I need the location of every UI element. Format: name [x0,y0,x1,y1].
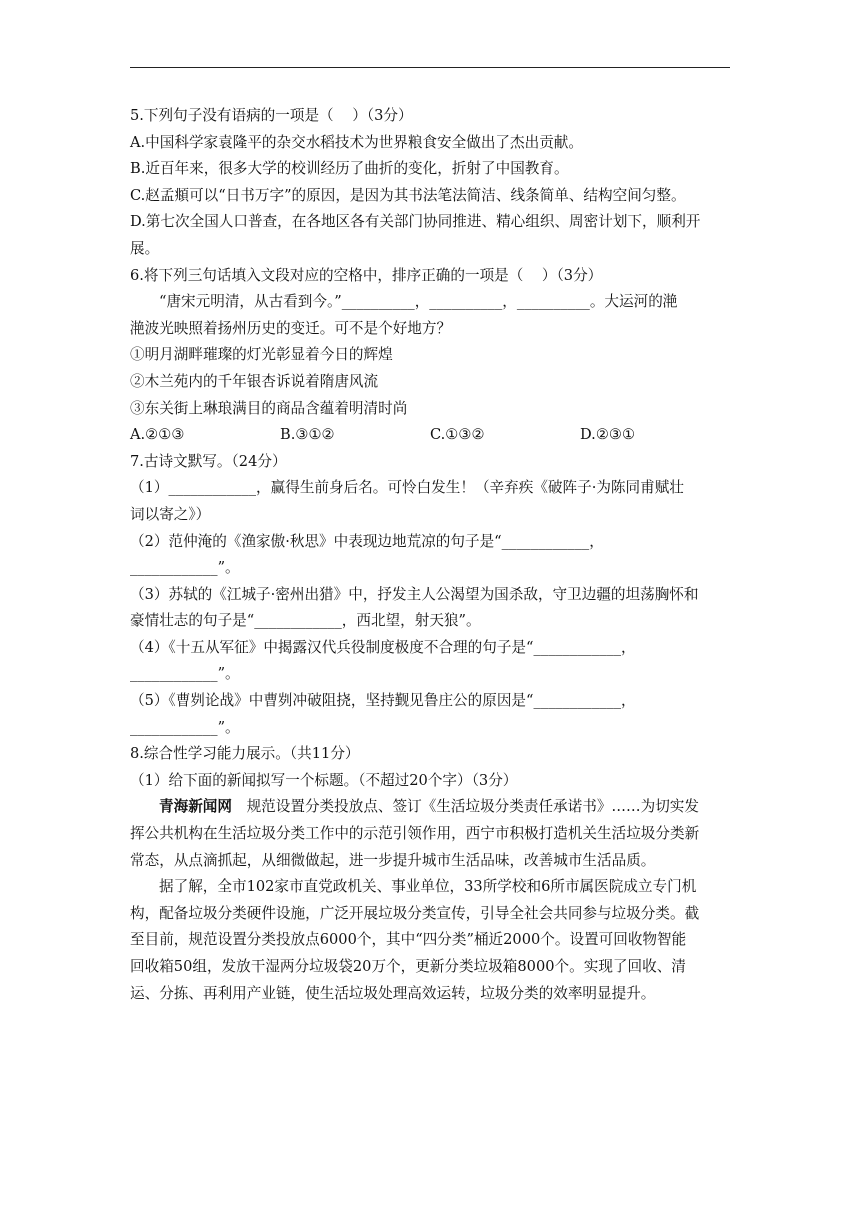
q7-item4-line2: ____________”。 [130,665,240,683]
q5-stem: 5.下列句子没有语病的一项是（ ）（3分） [130,107,413,124]
q7-item3-line1: （3）苏轼的《江城子·密州出猎》中，抒发主人公渴望为国杀敌，守卫边疆的坦荡胸怀和 [130,585,699,603]
q6-sentence-1: ①明月湖畔璀璨的灯光彰显着今日的辉煌 [130,346,393,364]
q6-passage-line1: “唐宋元明清，从古看到今。”__________，__________，__________。大运河的滟 [159,293,678,311]
news-p2-line3: 至目前，规范设置分类投放点6000个，其中“四分类”桶近2000个。设置可回收物智能 [130,931,687,949]
q7-item1-line2: 词以寄之》） [130,505,211,523]
q5-option-a: A.中国科学家袁隆平的杂交水稻技术为世界粮食安全做出了杰出贡献。 [130,133,583,151]
q7-item5-line2: ____________”。 [130,718,240,736]
q5-option-b: B.近百年来，很多大学的校训经历了曲折的变化，折射了中国教育。 [130,160,569,178]
q7-item2-line2: ____________”。 [130,559,240,577]
news-p2-line4: 回收箱50组，发放干湿两分垃圾袋20万个，更新分类垃圾箱8000个。实现了回收、清 [130,958,686,975]
q5-option-d-line1: D.第七次全国人口普查，在各地区各有关部门协同推进、精心组织、周密计划下，顺利开 [130,213,701,231]
news-p1-line2: 挥公共机构在生活垃圾分类工作中的示范引领作用，西宁市积极打造机关生活垃圾分类新 [130,825,700,843]
q6-choices [130,422,730,449]
q6-sentence-2: ②木兰苑内的千年银杏诉说着隋唐风流 [130,372,379,390]
news-p1-line1 [130,794,730,821]
q7-item1-line1: （1）____________，赢得生前身后名。可怜白发生！（辛弃疾《破阵子·为陈同甫赋壮 [130,479,684,497]
news-source: 青海新闻网 [159,798,232,816]
q7-item3-line2: 豪情壮志的句子是“____________，西北望，射天狼”。 [130,612,481,630]
q7-item2-line1: （2）范仲淹的《渔家傲·秋思》中表现边地荒凉的句子是“____________， [130,532,604,550]
q6-option-b: B.③①② [280,426,335,444]
q6-sentence-3: ③东关街上琳琅满目的商品含蕴着明清时尚 [130,399,408,417]
q6-option-c: C.①③② [430,426,485,444]
q8-sub1: （1）给下面的新闻拟写一个标题。（不超过20个字）（3分） [130,771,518,789]
q7-stem: 7.古诗文默写。（24分） [130,452,287,470]
q6-stem: 6.将下列三句话填入文段对应的空格中，排序正确的一项是（ ）（3分） [130,266,603,284]
news-p2-line1: 据了解，全市102家市直党政机关、事业单位，33所学校和6所市属医院成立专门机 [159,878,697,896]
q7-item4-line1: （4）《十五从军征》中揭露汉代兵役制度极度不合理的句子是“____________， [130,638,636,656]
header-rule [130,67,730,68]
q8-stem: 8.综合性学习能力展示。（共11分） [130,745,360,763]
q5-option-c: C.赵孟頫可以“日书万字”的原因，是因为其书法笔法简洁、线条简单、结构空间匀整。 [130,186,686,204]
q6-option-a: A.②①③ [130,426,185,444]
q6-option-d: D.②③① [580,426,636,444]
q7-item5-line1: （5）《曹刿论战》中曹刿冲破阻挠，坚持觐见鲁庄公的原因是“____________， [130,692,636,710]
news-p1-line1-text: 规范设置分类投放点、签订《生活垃圾分类责任承诺书》……为切实发 [231,798,699,816]
news-p1-line3: 常态，从点滴抓起，从细微做起，进一步提升城市生活品味，改善城市生活品质。 [130,851,656,869]
news-p2-line2: 构，配备垃圾分类硬件设施，广泛开展垃圾分类宣传，引导全社会共同参与垃圾分类。截 [130,904,700,922]
q5-option-d-line2: 展。 [130,239,160,257]
news-p2-line5: 运、分拣、再利用产业链，使生活垃圾处理高效运转，垃圾分类的效率明显提升。 [130,984,656,1002]
exam-content [130,103,730,1007]
q6-passage-line2: 滟波光映照着扬州历史的变迁。可不是个好地方？ [130,319,452,337]
